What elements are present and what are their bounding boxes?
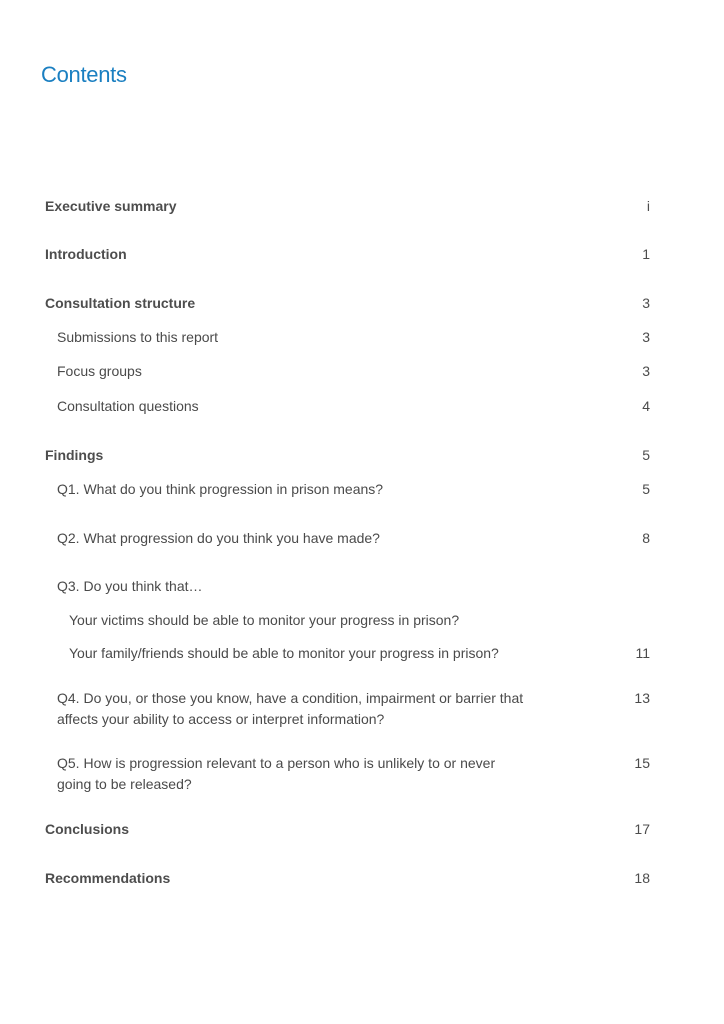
toc-entry-page: 3 (642, 295, 650, 311)
toc-entry-label: Focus groups (57, 363, 142, 379)
toc-entry-label: Your family/friends should be able to monitor your progress in prison? (69, 645, 499, 661)
toc-entry-label: Q1. What do you think progression in prison means? (57, 481, 384, 497)
toc-entry-page: 13 (634, 690, 650, 706)
toc-entry-page: 17 (634, 821, 650, 837)
toc-entry-label: Your victims should be able to monitor your progress in prison? (69, 612, 460, 628)
toc-entry-page: i (646, 198, 650, 214)
toc-entry-label: Executive summary (45, 198, 177, 214)
page-title: Contents (41, 62, 127, 87)
toc-entry-page: 3 (642, 329, 650, 345)
toc-entry-label: Consultation questions (57, 398, 199, 414)
toc-entry-page: 3 (642, 363, 650, 379)
toc-entry-page: 18 (634, 870, 650, 886)
toc-entry-page: 5 (642, 447, 650, 463)
toc-entry-page: 1 (642, 246, 650, 262)
toc-entry-page: 8 (642, 530, 650, 546)
toc-entry-label: Q5. How is progression relevant to a person who is unlikely to or never going to be released? (57, 755, 496, 792)
toc-entry-label: Conclusions (45, 821, 130, 837)
toc-entry-label: Findings (45, 447, 104, 463)
toc-entry-label: Q2. What progression do you think you have made? (57, 530, 380, 546)
toc-entry-label: Recommendations (45, 870, 171, 886)
toc-entry-label: Q3. Do you think that… (57, 578, 203, 594)
toc-entry-label: Introduction (45, 246, 127, 262)
toc-entry-page: 4 (642, 398, 650, 414)
toc-entry-page: 5 (642, 481, 650, 497)
toc-entry-label: Consultation structure (45, 295, 196, 311)
toc-entry-label: Q4. Do you, or those you know, have a condition, impairment or barrier that affects your ability to access or interpret information? (57, 690, 524, 727)
toc-entry-label: Submissions to this report (57, 329, 219, 345)
toc-entry-page: 15 (634, 755, 650, 771)
toc-entry-page: 11 (635, 645, 650, 661)
